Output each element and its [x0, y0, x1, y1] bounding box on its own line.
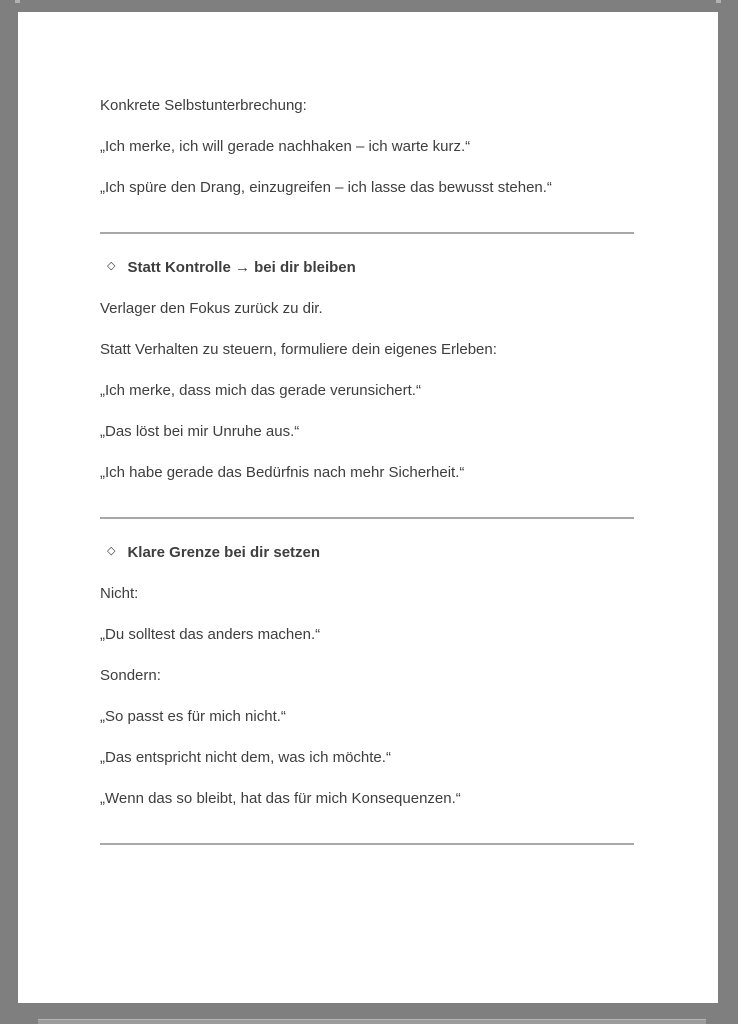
previous-page-corner-left — [15, 0, 20, 3]
previous-page-corner-right — [716, 0, 721, 3]
quote-paragraph: „Ich spüre den Drang, einzugreifen – ich lasse das bewusst stehen.“ — [100, 179, 552, 196]
quote-paragraph: „Ich merke, dass mich das gerade verunsichert.“ — [100, 382, 421, 399]
paragraph: Sondern: — [100, 667, 161, 684]
section-heading-label: Klare Grenze bei dir setzen — [127, 544, 321, 561]
quote-paragraph: „Das entspricht nicht dem, was ich möchte.“ — [100, 749, 391, 766]
section-heading — [100, 542, 634, 563]
diamond-bullet-icon: ◇ — [107, 545, 116, 557]
quote-paragraph: „So passt es für mich nicht.“ — [100, 708, 286, 725]
quote-paragraph: „Wenn das so bleibt, hat das für mich Konsequenzen.“ — [100, 790, 461, 807]
quote-paragraph: „Ich habe gerade das Bedürfnis nach mehr Sicherheit.“ — [100, 464, 465, 481]
paragraph: Verlager den Fokus zurück zu dir. — [100, 300, 323, 317]
document-page — [18, 12, 718, 1003]
section-heading-label: Statt Kontrolle → bei dir bleiben — [127, 259, 356, 276]
paragraph: Statt Verhalten zu steuern, formuliere dein eigenes Erleben: — [100, 341, 497, 358]
section-divider — [100, 843, 634, 845]
page-content — [100, 95, 634, 845]
section-divider — [100, 517, 634, 519]
paragraph: Konkrete Selbstunterbrechung: — [100, 97, 307, 114]
paragraph: Nicht: — [100, 585, 139, 602]
section-divider — [100, 232, 634, 234]
diamond-bullet-icon: ◇ — [107, 260, 116, 272]
quote-paragraph: „Du solltest das anders machen.“ — [100, 626, 321, 643]
quote-paragraph: „Das löst bei mir Unruhe aus.“ — [100, 423, 300, 440]
next-page-top-edge — [38, 1019, 706, 1024]
quote-paragraph: „Ich merke, ich will gerade nachhaken – ich warte kurz.“ — [100, 138, 471, 155]
section-heading — [100, 257, 634, 278]
